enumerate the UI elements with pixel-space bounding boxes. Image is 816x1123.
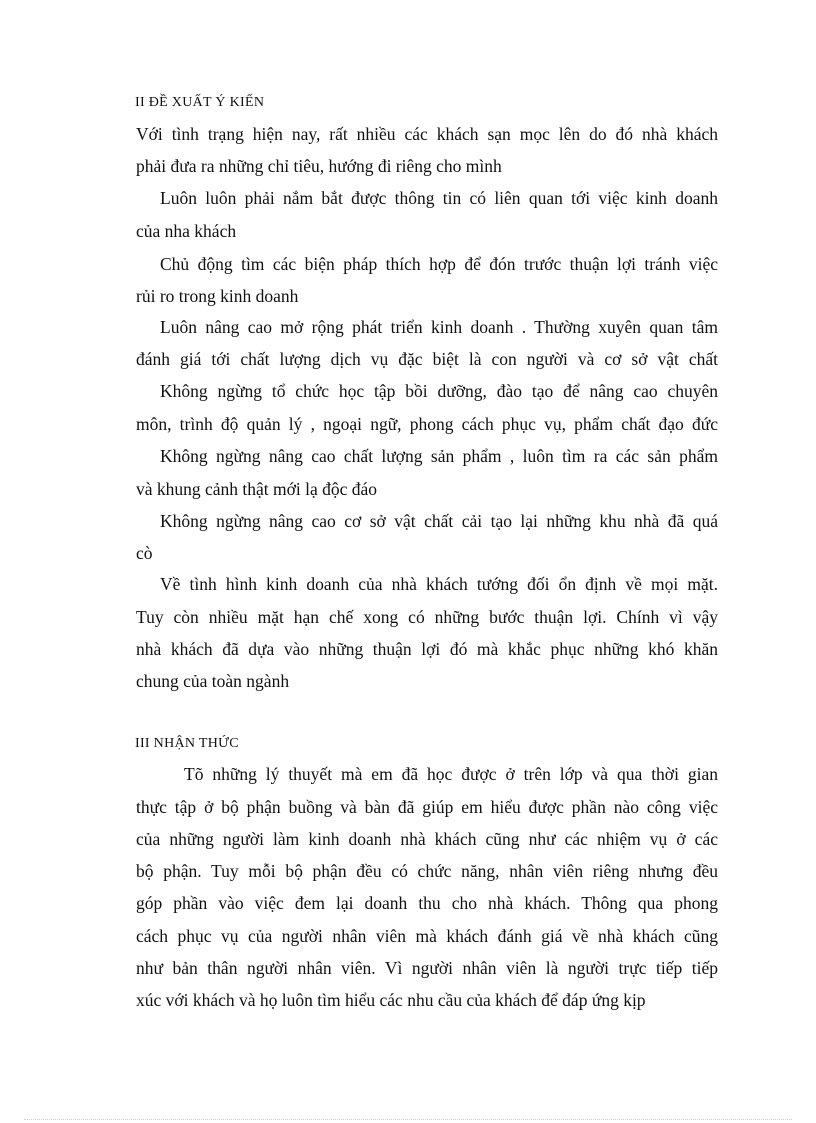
paragraph-line: chung của toàn ngành	[136, 671, 290, 691]
section-heading-awareness: III NHẬN THỨC	[135, 736, 239, 751]
paragraph-line: của nha khách	[136, 221, 237, 241]
paragraph-line: cò	[136, 543, 153, 563]
paragraph-line: Không ngừng tổ chức học tập bồi dưỡng, đào tạo để nâng cao chuyên	[160, 381, 718, 401]
paragraph-line: đánh giá tới chất lượng dịch vụ đặc biệt là con người và cơ sở vật chất	[136, 349, 718, 369]
paragraph-line: xúc với khách và họ luôn tìm hiểu các nhu cầu của khách để đáp ứng kịp	[136, 990, 646, 1010]
paragraph-line: góp phần vào việc đem lại doanh thu cho nhà khách. Thông qua phong	[136, 893, 718, 913]
paragraph-line: môn, trình độ quản lý , ngoại ngữ, phong cách phục vụ, phẩm chất đạo đức	[136, 414, 718, 434]
paragraph-line: Tuy còn nhiều mặt hạn chế xong có những bước thuận lợi. Chính vì vậy	[136, 607, 718, 627]
paragraph-line: Luôn nâng cao mở rộng phát triển kinh doanh . Thường xuyên quan tâm	[160, 317, 718, 337]
paragraph-line: nhà khách đã dựa vào những thuận lợi đó mà khắc phục những khó khăn	[136, 639, 718, 659]
paragraph-line: bộ phận. Tuy mỗi bộ phận đều có chức năng, nhân viên riêng nhưng đều	[136, 861, 718, 881]
paragraph-line: Không ngừng nâng cao cơ sở vật chất cải tạo lại những khu nhà đã quá	[160, 511, 718, 531]
section-heading-proposals: II ĐỀ XUẤT Ý KIẾN	[135, 95, 265, 110]
paragraph-line: phải đưa ra những chỉ tiêu, hướng đi riêng cho mình	[136, 156, 502, 176]
page-bottom-divider	[24, 1119, 792, 1120]
paragraph-line: Tõ những lý thuyết mà em đã học được ở trên lớp và qua thời gian	[184, 764, 718, 784]
paragraph-line: Về tình hình kinh doanh của nhà khách tướng đối ổn định về mọi mặt.	[160, 574, 718, 594]
paragraph-line: và khung cảnh thật mới lạ độc đáo	[136, 479, 378, 499]
paragraph-line: Với tình trạng hiện nay, rất nhiều các khách sạn mọc lên do đó nhà khách	[136, 124, 718, 144]
paragraph-line: cách phục vụ của người nhân viên mà khách đánh giá về nhà khách cũng	[136, 926, 718, 946]
paragraph-line: Luôn luôn phải nắm bắt được thông tin có liên quan tới việc kinh doanh	[160, 188, 718, 208]
paragraph-line: như bản thân người nhân viên. Vì người nhân viên là người trực tiếp tiếp	[136, 958, 718, 978]
paragraph-line: rủi ro trong kinh doanh	[136, 286, 299, 306]
paragraph-line: của những người làm kinh doanh nhà khách cũng như các nhiệm vụ ở các	[136, 829, 718, 849]
paragraph-line: Không ngừng nâng cao chất lượng sản phẩm , luôn tìm ra các sản phẩm	[160, 446, 718, 466]
paragraph-line: thực tập ở bộ phận buồng và bàn đã giúp em hiểu được phần nào công việc	[136, 797, 718, 817]
paragraph-line: Chủ động tìm các biện pháp thích hợp để đón trước thuận lợi tránh việc	[160, 254, 718, 274]
